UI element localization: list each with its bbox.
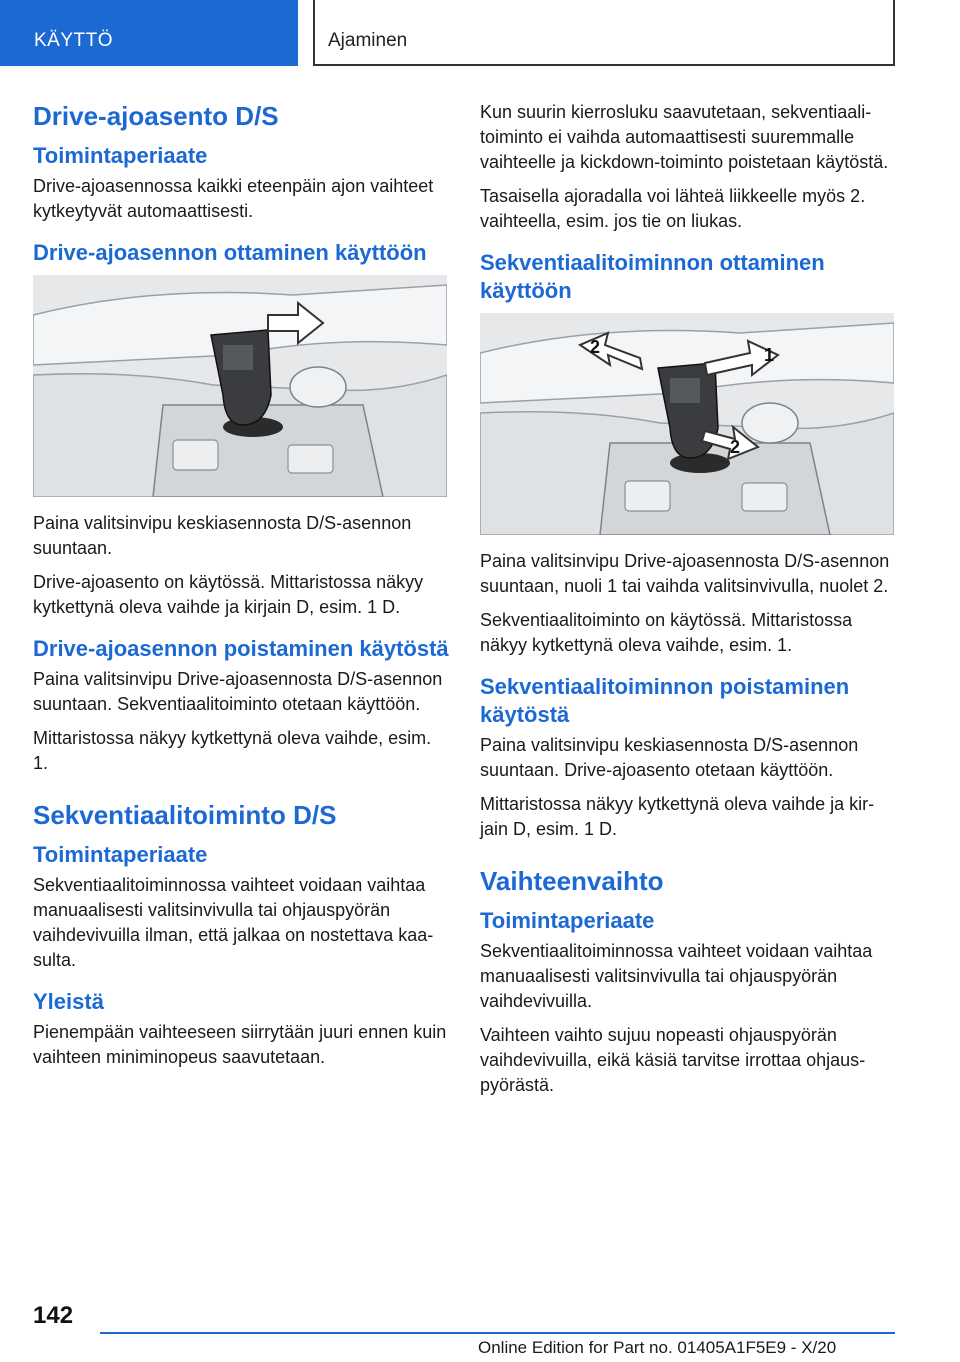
text-max-rpm: Kun suurin kierrosluku saavutetaan, sekventiaalitoiminto ei vaihda automaattisesti suuremmalle vaihteelle ja kickdown-toiminto poistetaan käytöstä. xyxy=(480,102,889,172)
section-header xyxy=(313,0,895,66)
edition-note: Online Edition for Part no. 01405A1F5E9 - X/20 xyxy=(478,1338,837,1357)
text-push-lever: Paina valitsinvipu keskiasennosta D/S-asennon suuntaan. xyxy=(33,513,412,558)
gear-selector-illustration xyxy=(33,275,447,497)
chapter-title: KÄYTTÖ xyxy=(34,30,114,51)
section-title: Ajaminen xyxy=(328,30,408,51)
text-drive-disable-2: Mittaristossa näkyy kytkettynä oleva vaihde, esim. 1. xyxy=(33,728,432,773)
heading-principle-2: Toimintaperiaate xyxy=(33,842,208,867)
text-principle: Drive-ajoasennossa kaikki eteenpäin ajon vaihteet kytkeytyvät automaattisesti. xyxy=(33,176,434,221)
heading-principle: Toimintaperiaate xyxy=(33,143,208,168)
heading-principle-3: Toimintaperiaate xyxy=(480,908,655,933)
text-paddles: Vaihteen vaihto sujuu nopeasti ohjauspyörän vaihdevivuilla, eikä käsiä tarvitse irrottaa ohjauspyörästä. xyxy=(480,1025,866,1095)
heading-drive-enable: Drive-ajoasennon ottaminen käyttöön xyxy=(33,240,427,265)
text-general: Pienempään vaihteeseen siirrytään juuri ennen kuin vaihteen miniminopeus saavutetaan. xyxy=(33,1022,447,1067)
heading-drive-position: Drive-ajoasento D/S xyxy=(33,101,279,131)
chapter-tab xyxy=(0,0,298,66)
heading-sequential-disable: Sekventiaalitoiminnon poistaminen käytöstä xyxy=(480,674,850,727)
figure-label-2-upper: 2 xyxy=(590,337,601,357)
sequential-selector-illustration xyxy=(480,313,894,535)
text-sequential-disable-2: Mittaristossa näkyy kytkettynä oleva vaihde ja kirjain D, esim. 1 D. xyxy=(480,794,875,839)
heading-sequential: Sekventiaalitoiminto D/S xyxy=(33,800,337,830)
heading-gear-shifting: Vaihteenvaihto xyxy=(480,866,664,896)
text-principle-3: Sekventiaalitoiminnossa vaihteet voidaan vaihtaa manuaalisesti valitsinvivulla tai ohjauspyörän vaihdevivuilla. xyxy=(480,941,873,1011)
figure-label-2-lower: 2 xyxy=(730,437,741,457)
text-level-road: Tasaisella ajoradalla voi lähteä liikkeelle myös 2. vaihteella, esim. jos tie on liukas. xyxy=(480,186,866,231)
gear-selector-drawing xyxy=(33,275,447,497)
text-drive-disable-1: Paina valitsinvipu Drive-ajoasennosta D/S-asennon suuntaan. Sekventiaalitoiminto otetaan käyttöön. xyxy=(33,669,443,714)
sequential-selector-drawing xyxy=(480,313,894,535)
footer-divider xyxy=(100,1332,895,1334)
heading-general: Yleistä xyxy=(33,989,104,1014)
heading-sequential-enable: Sekventiaalitoiminnon ottaminen käyttöön xyxy=(480,250,825,303)
page-number: 142 xyxy=(33,1302,74,1329)
figure-label-1: 1 xyxy=(764,345,775,365)
text-sequential-disable-1: Paina valitsinvipu keskiasennosta D/S-asennon suuntaan. Drive-ajoasento otetaan käyttöön. xyxy=(480,735,859,780)
text-sequential-push: Paina valitsinvipu Drive-ajoasennosta D/S-asennon suuntaan, nuoli 1 tai vaihda valitsinvivulla, nuolet 2. xyxy=(480,551,890,596)
right-column xyxy=(480,100,896,1107)
text-sequential-active: Sekventiaalitoiminto on käytössä. Mittaristossa näkyy kytkettynä oleva vaihde, esim. 1. xyxy=(480,610,853,655)
text-drive-active: Drive-ajoasento on käytössä. Mittaristossa näkyy kytkettynä oleva vaihde ja kirjain D, esim. 1 D. xyxy=(33,572,424,617)
left-column xyxy=(33,100,449,1079)
text-principle-2: Sekventiaalitoiminnossa vaihteet voidaan vaihtaa manuaalisesti valitsinvivulla tai ohjauspyörän vaihdevivuilla ilman, että jalkaa on nostettava kaasulta. xyxy=(33,875,434,970)
heading-drive-disable: Drive-ajoasennon poistaminen käytöstä xyxy=(33,636,449,661)
